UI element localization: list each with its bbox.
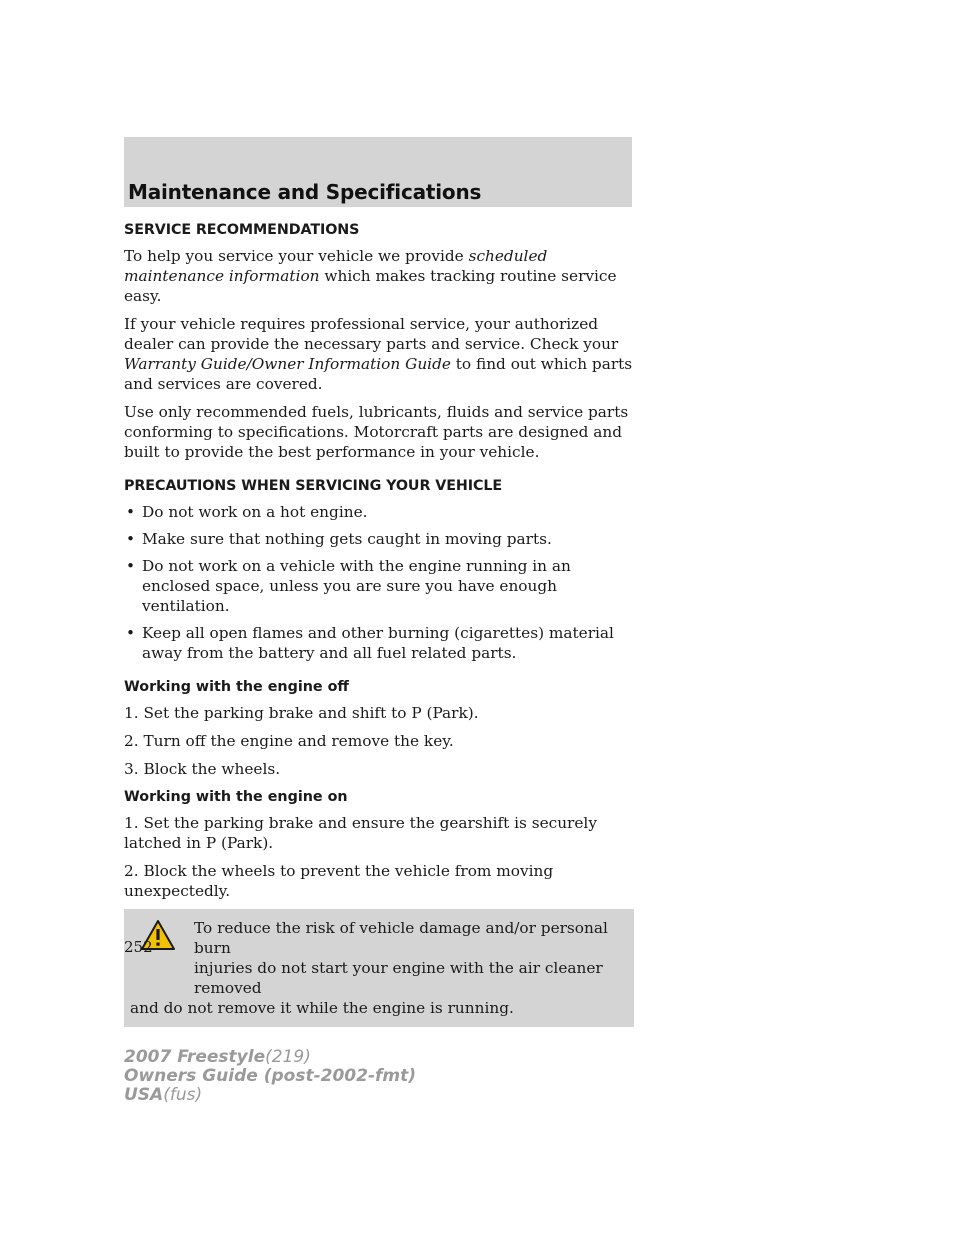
- warning-text-line-3: and do not remove it while the engine is running.: [130, 999, 514, 1017]
- precautions-list: [124, 502, 634, 663]
- footer-line-3: USA(fus): [124, 1085, 203, 1105]
- warning-box: [124, 909, 634, 1027]
- page-content: [124, 220, 634, 1027]
- precautions-heading: PRECAUTIONS WHEN SERVICING YOUR VEHICLE: [124, 478, 503, 494]
- engine-on-heading: Working with the engine on: [124, 789, 348, 805]
- warning-text-line-1: To reduce the risk of vehicle damage and/or personal burn: [194, 919, 608, 957]
- service-paragraph-3: Use only recommended fuels, lubricants, fluids and service parts conforming to specifications. Motorcraft parts are designed and built to provide the best performance in your vehicle.: [124, 403, 629, 461]
- engine-off-step-1: 1. Set the parking brake and shift to P (Park).: [124, 704, 479, 722]
- list-item: • Keep all open flames and other burning (cigarettes) material away from the battery and all fuel related parts.: [126, 624, 614, 662]
- list-item: • Do not work on a vehicle with the engine running in an enclosed space, unless you are sure you have enough ventilation.: [126, 557, 571, 615]
- list-item: • Do not work on a hot engine.: [126, 503, 368, 521]
- warning-text-line-2: injuries do not start your engine with the air cleaner removed: [194, 959, 603, 997]
- engine-off-heading: Working with the engine off: [124, 679, 349, 695]
- document-footer: [124, 1048, 416, 1105]
- engine-on-step-2: 2. Block the wheels to prevent the vehicle from moving unexpectedly.: [124, 862, 554, 900]
- engine-off-step-3: 3. Block the wheels.: [124, 760, 281, 778]
- footer-line-2: Owners Guide (post-2002-fmt): [124, 1066, 417, 1086]
- service-paragraph-1: To help you service your vehicle we provide scheduled maintenance information which makes tracking routine service easy.: [124, 247, 617, 305]
- service-recommendations-heading: SERVICE RECOMMENDATIONS: [124, 222, 360, 238]
- section-title: Maintenance and Specifications: [128, 180, 482, 204]
- service-paragraph-2: If your vehicle requires professional service, your authorized dealer can provide the necessary parts and service. Check your Warranty Guide/Owner Information Guide to find out which parts and services are covered.: [124, 315, 633, 393]
- section-header-band: [124, 137, 632, 207]
- engine-on-step-1: 1. Set the parking brake and ensure the gearshift is securely latched in P (Park).: [124, 814, 597, 852]
- footer-line-1: 2007 Freestyle(219): [124, 1047, 311, 1067]
- engine-off-step-2: 2. Turn off the engine and remove the key.: [124, 732, 454, 750]
- page-number: 252: [124, 938, 153, 956]
- list-item: • Make sure that nothing gets caught in moving parts.: [126, 530, 552, 548]
